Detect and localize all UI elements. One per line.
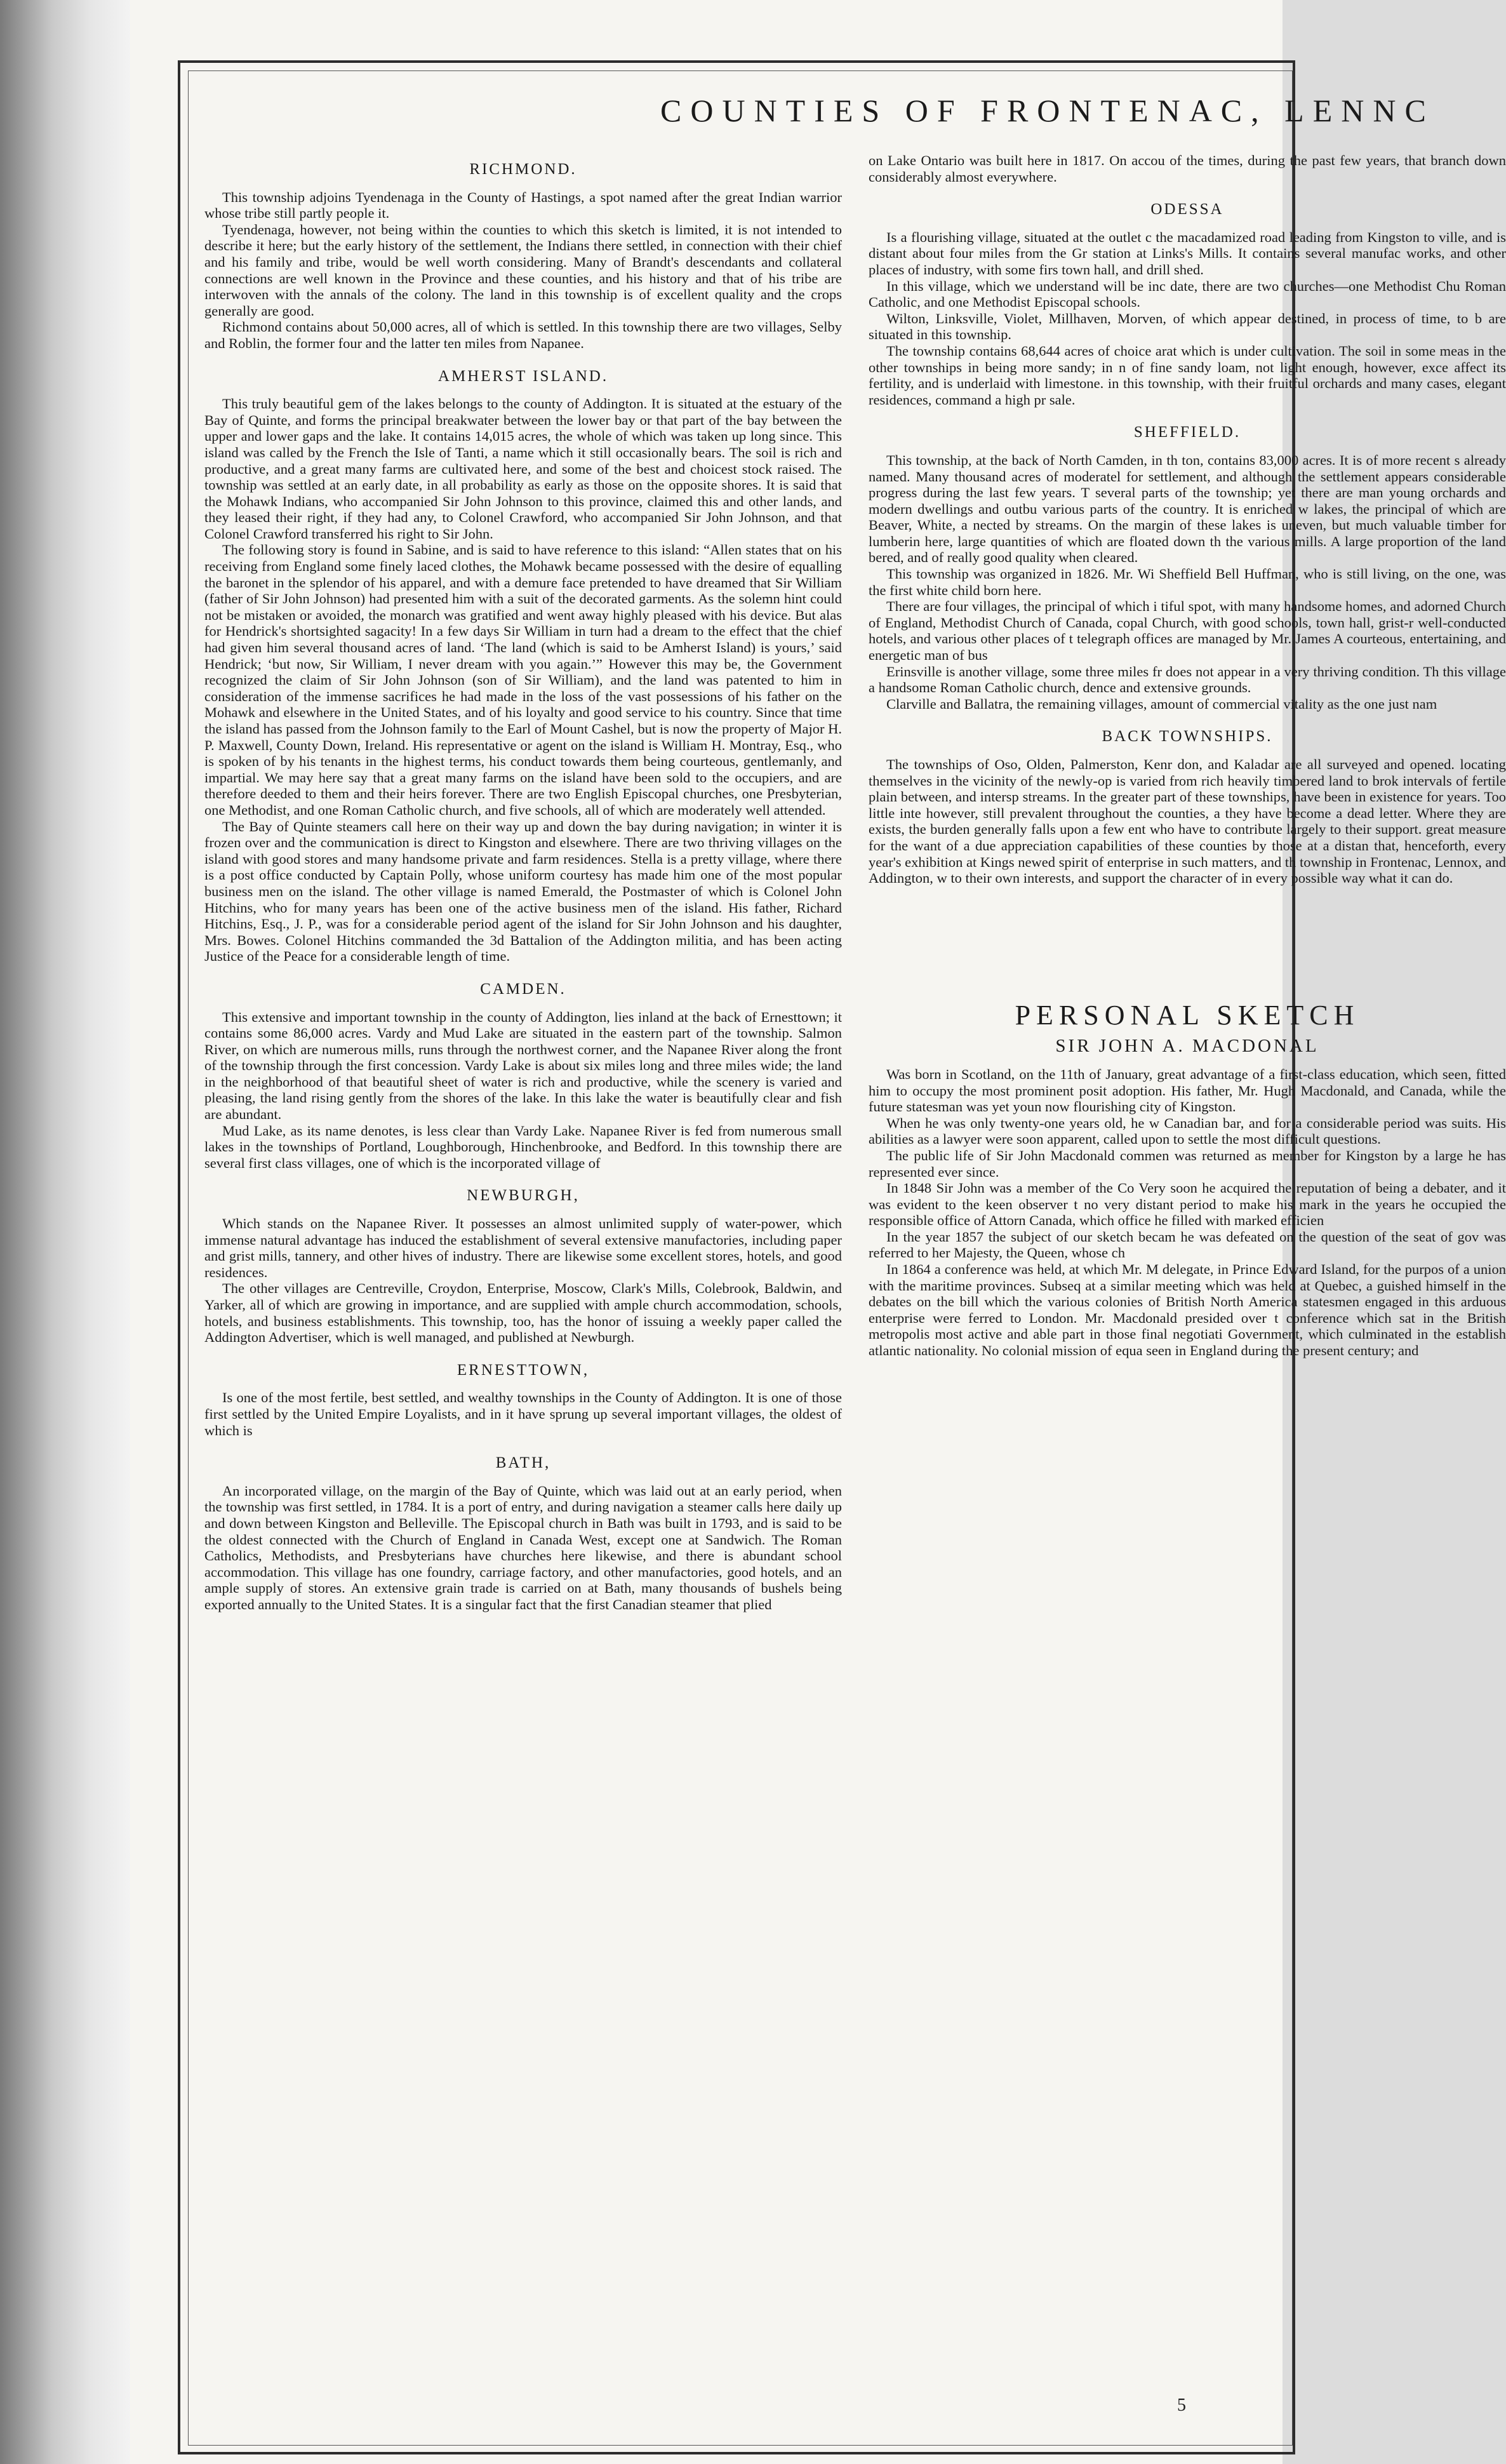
body-paragraph: When he was only twenty-one years old, he w Canadian bar, and for a considerable period was suits. His abilities as a lawyer were soon apparent, called upon to settle the most difficult questions. [869,1115,1506,1148]
body-paragraph: Erinsville is another village, some three miles fr does not appear in a very thriving condition. Th this village a handsome Roman Catholic church, dence and extensive grounds. [869,663,1506,696]
section-heading: SHEFFIELD. [1133,424,1241,441]
body-paragraph: The Bay of Quinte steamers call here on their way up and down the bay during navigation; in winter it is frozen over and the communication is direct to Kingston and elsewhere. There are two thriving villages on the island with good stores and many handsome private and farm residences. Stella is a pretty village, where there is a post office conducted by Captain Polly, whose uniform courtesy has made him one of the most popular business men on the island. The other village is named Emerald, the Postmaster of which is Colonel John Hitchins, who for many years has been one of the active business men of the island. His father, Richard Hitchins, Esq., J. P., was for a considerable period agent of the island for Sir John Johnson and his daughter, Mrs. Bowes. Colonel Hitchins commanded the 3d Battalion of the Addington militia, and has been acting Justice of the Peace for a considerable length of time. [204,818,842,965]
body-paragraph: In the year 1857 the subject of our sketch becam he was defeated on the question of the seat of gov was referred to her Majesty, the Queen, whose ch [869,1228,1506,1261]
body-paragraph: The township contains 68,644 acres of choice arat which is under cultivation. The soil in some meas in the other townships in being more sandy; in n of fine sandy loam, not light enough, however, exce affect its fertility, and is underlaid with limestone. in this township, with their fruitful orchards and many cases, elegant residences, command a high pr sale. [869,342,1506,408]
body-paragraph: In 1848 Sir John was a member of the Co Very soon he acquired the reputation of being a debater, and it was evident to the keen observer t no very distant period to make his mark in the years he occupied the responsible office of Attorn Canada, which office he filled with marked efficien [869,1180,1506,1229]
body-paragraph: Clarville and Ballatra, the remaining villages, amount of commercial vitality as the one just nam [886,695,1437,712]
page-number: 5 [1177,2395,1186,2415]
body-paragraph: on Lake Ontario was built here in 1817. On accou of the times, during the past few years, that branch down considerably almost everywhere. [869,152,1506,185]
body-paragraph: This township, at the back of North Camden, in th ton, contains 83,000 acres. It is of more recent s already named. Many thousand acres of moderatel for settlement, and although the settlement appears considerable progress during the last few years. T several parts of the township; yet there are man young orchards and modern dwellings and outbu various parts of the country. It is enriched w lakes, the principal of which are Beaver, White, a nected by streams. On the margin of these lakes is uneven, but much valuable timber for lumberin here, large quantities of which are floated down th the various mills. A large proportion of the land bered, and of really good quality when cleared. [869,452,1506,566]
body-paragraph: Tyendenaga, however, not being within the counties to which this sketch is limited, it is not intended to describe it here; but the early history of the settlement, the Indians there settled, in connection with their chief and his family and tribe, would be well worth considering. Many of Brandt's descendants and collateral connections are well known in the Province and these counties, and his history and that of his tribe are interwoven with the annals of the colony. The land in this township is of excellent quality and the crops generally are good. [204,221,842,319]
section-heading: NEWBURGH, [467,1187,580,1205]
body-paragraph: Richmond contains about 50,000 acres, all of which is settled. In this township there are two villages, Selby and Roblin, the former four and the latter ten miles from Napanee. [204,319,842,351]
section-heading: BATH, [495,1454,551,1472]
body-paragraph: Which stands on the Napanee River. It possesses an almost unlimited supply of water-power, which immense natural advantage has induced the establishment of several extensive manufactories, including paper and grist mills, tannery, and other hives of industry. There are likewise some excellent stores, hotels, and good residences. [204,1215,842,1280]
body-paragraph: There are four villages, the principal of which i tiful spot, with many handsome homes, and adorned Church of England, Methodist Church of Canada, copal Church, with good schools, town hall, grist-r well-conducted hotels, and various other places of t telegraph offices are managed by Mr. James A courteous, entertaining, and energetic man of bus [869,598,1506,664]
body-paragraph: This township was organized in 1826. Mr. Wi Sheffield Bell Huffman, who is still living, on the one, was the first white child born here. [869,566,1506,598]
body-paragraph: This truly beautiful gem of the lakes belongs to the county of Addington. It is situated at the estuary of the Bay of Quinte, and forms the principal breakwater between the lower bay or that part of the bay between the upper and lower gaps and the lake. It contains 14,015 acres, the whole of which was taken up long since. This island was called by the French the Isle of Tanti, a name which it still occasionally bears. The soil is rich and productive, and a great many farms are cultivated here, and some of the best and choicest stock raised. The township was settled at an early date, in all probability as early as those on the opposite shores. It is said that the Mohawk Indians, who accompanied Sir John Johnson to this province, claimed this and other lands, and they leased their right, if they had any, to Colonel Crawford, who accompanied Sir John Johnson, and that Colonel Crawford transferred his right to Sir John. [204,396,842,542]
running-head: COUNTIES OF FRONTENAC, LENNC [660,93,1435,128]
body-paragraph: The other villages are Centreville, Croydon, Enterprise, Moscow, Clark's Mills, Colebrook, Baldwin, and Yarker, all of which are growing in importance, and are supplied with ample church accommodation, schools, hotels, and business establishments. This township, too, has the honor of issuing a weekly paper called the Addington Advertiser, which is well managed, and published at Newburgh. [204,1280,842,1346]
left-column [204,152,842,1613]
body-paragraph: An incorporated village, on the margin of the Bay of Quinte, which was laid out at an early period, when the township was first settled, in 1784. It is a port of entry, and during navigation a steamer calls here daily up and down between Kingston and Belleville. The Episcopal church in Bath was built in 1793, and is said to be the oldest connected with the Church of England in Canada West, except one at Sandwich. The Roman Catholics, Methodists, and Presbyterians have churches here likewise, and there is abundant school accommodation. This village has one foundry, carriage factory, and other manufactories, good hotels, and an ample supply of stores. An extensive grain trade is carried on at Bath, many thousands of bushels being exported annually to the United States. It is a singular fact that the first Canadian steamer that plied [204,1482,842,1612]
body-paragraph: Wilton, Linksville, Violet, Millhaven, Morven, of which appear destined, in process of time, to b are situated in this township. [869,310,1506,343]
section-heading: CAMDEN. [480,980,566,998]
body-paragraph: The public life of Sir John Macdonald commen was returned as member for Kingston by a large he has represented ever since. [869,1147,1506,1180]
right-column [869,152,1506,2426]
sketch-subject-heading: SIR JOHN A. MACDONAL [1055,1036,1319,1057]
body-paragraph: Was born in Scotland, on the 11th of January, great advantage of a first-class education, which seen, fitted him to occupy the most prominent posit adoption. His father, Mr. Hugh Macdonald, and Canada, while the future statesman was yet youn now flourishing city of Kingston. [869,1066,1506,1115]
body-paragraph: Is a flourishing village, situated at the outlet c the macadamized road leading from Kingston to ville, and is distant about four miles from the Gr station at Links's Mills. It contains several manufac works, and other places of industry, with some firs town hall, and drill shed. [869,229,1506,278]
body-paragraph: In 1864 a conference was held, at which Mr. M delegate, in Prince Edward Island, for the purpos of a union with the maritime provinces. Subseq at a similar meeting which was held at Quebec, a guished himself in the debates on the bill which the various colonies of British North America statesmen engaged in this arduous enterprise were ferred to London. Mr. Macdonald presided over t conference which sat in the British metropolis most active and able part in those final negotiati Government, which culminated in the establish atlantic nationality. No colonial mission of equa seen in England during the present century; and [869,1261,1506,1359]
body-paragraph: The following story is found in Sabine, and is said to have reference to this island: “Allen states that on his receiving from England some finely laced clothes, the Mohawk became possessed with the desire of equalling the baronet in the splendor of his apparel, and with a demure face pretended to have dreamed that Sir William (father of Sir John Johnson) had presented him with a suit of the decorated garments. As the solemn hint could not be mistaken or avoided, the monarch was gratified and went away highly pleased with his device. But alas for Hendrick's shortsighted sagacity! In a few days Sir William in turn had a dream to the effect that the chief had given him several thousand acres of land. ‘The land (which is said to be Amherst Island) is yours,’ said Hendrick; ‘but now, Sir William, I never dream with you again.’” However this may be, the Government recognized the claim of Sir John Johnson (son of Sir William), and the land was patented to him in consideration of the immense sacrifices he had made in the loss of the vast possessions of his father on the Mohawk and elsewhere in the United States, and of his loyalty and good service to his country. Since that time the island has passed from the Johnson family to the Earl of Mount Cashel, but is now the property of Major H. P. Maxwell, County Down, Ireland. His representative or agent on the island is William H. Montray, Esq., who is spoken of by his tenants in the highest terms, his conduct towards them being courteous, gentlemanly, and impartial. We may here say that a great many farms on the island have been sold to the occupiers, and are therefore deeded to them and their heirs forever. There are two English Episcopal churches, one Presbyterian, one Methodist, and one Roman Catholic church, and five schools, all of which are moderately well attended. [204,542,842,818]
section-heading: ODESSA [1150,201,1224,218]
book-binding-edge [0,0,130,2464]
right-column-text [869,152,1506,1359]
body-paragraph: The townships of Oso, Olden, Palmerston, Kenr don, and Kaladar are all surveyed and opened. locating themselves in the vicinity of the newly-op is varied from rich heavily timbered land to brok intervals of fertile plain between, and intersp streams. In the greater part of these townships, have been in existence for years. Too little inte however, still prevalent throughout the counties, a they have become a dead letter. Where they are exists, the burden generally falls upon a few ent who have to contribute largely to their support. great measure for the want of a due appreciation capabilities of these counties by those at a distan that, henceforth, every year's exhibition at Kings newed spirit of enterprise in such matters, and th township in Frontenac, Lennox, and Addington, w to their own interests, and support the character of in every possible way what it can do. [869,756,1506,887]
section-heading: AMHERST ISLAND. [437,367,609,385]
body-paragraph: In this village, which we understand will be inc date, there are two churches—one Methodist Chu Roman Catholic, and one Methodist Episcopal schools. [869,278,1506,311]
body-paragraph: Mud Lake, as its name denotes, is less clear than Vardy Lake. Napanee River is fed from numerous small lakes in the townships of Portland, Loughborough, Hinchenbrooke, and Bedford. In this township there are several first class villages, one of which is the incorporated village of [204,1122,842,1171]
section-heading: BACK TOWNSHIPS. [1102,728,1273,746]
body-paragraph: This extensive and important township in the county of Addington, lies inland at the back of Ernesttown; it contains some 86,000 acres. Vardy and Mud Lake are situated in the eastern part of the township. Salmon River, on which are numerous mills, runs through the northwest corner, and the Napanee River along the front of the township through the first concession. Vardy Lake is about six miles long and three miles wide; the land in the neighborhood of that beautiful sheet of water is rich and productive, while the scenery is varied and pleasing, the land rising gently from the shores of the lake. In this lake the water is beautifully clear and fish are abundant. [204,1008,842,1123]
body-paragraph: Is one of the most fertile, best settled, and wealthy townships in the County of Addington. It is one of those first settled by the United Empire Loyalists, and in it have sprung up several important villages, the oldest of which is [204,1389,842,1438]
section-heading: ERNESTTOWN, [456,1361,590,1379]
section-heading: RICHMOND. [469,161,577,178]
personal-sketches-heading: PERSONAL SKETCH [1015,999,1360,1031]
body-paragraph: This township adjoins Tyendenaga in the County of Hastings, a spot named after the great Indian warrior whose tribe still partly people it. [204,189,842,222]
